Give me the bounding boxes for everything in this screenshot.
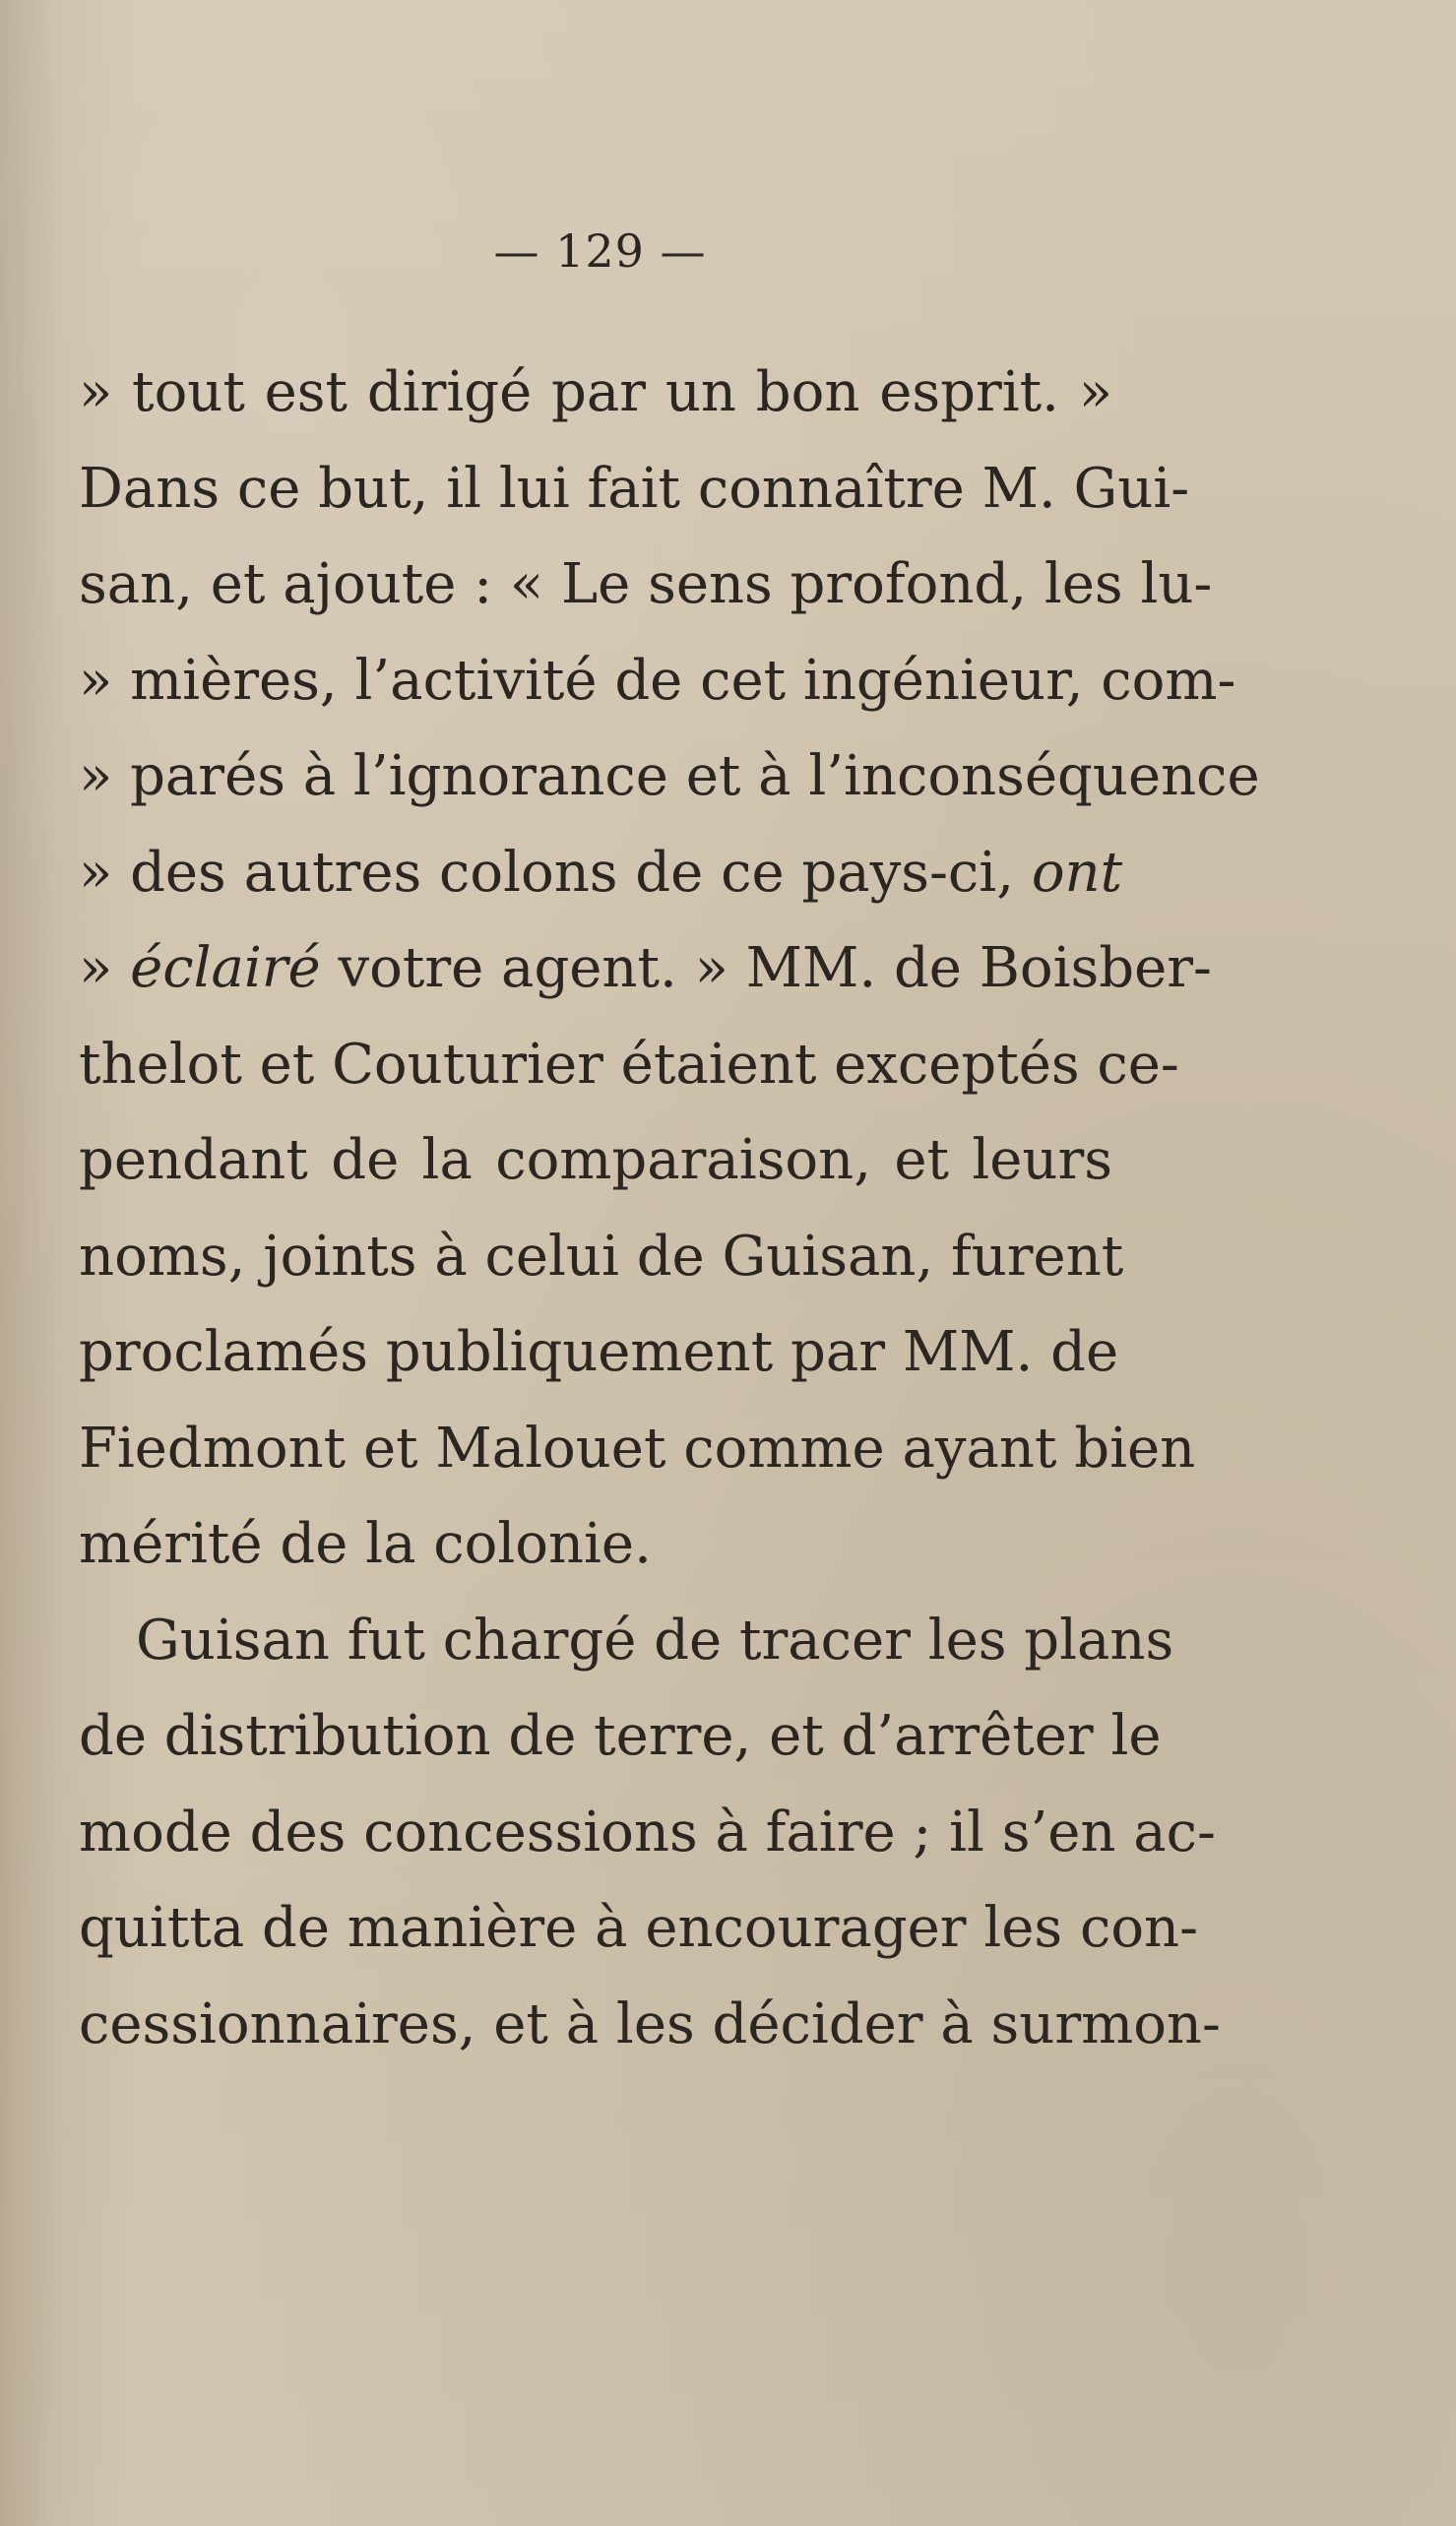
- text-segment: votre agent. » MM. de Boisber-: [320, 936, 1212, 1000]
- text-line: » tout est dirigé par un bon esprit. »: [79, 360, 1112, 424]
- text-line: thelot et Couturier étaient exceptés ce-: [79, 1032, 1179, 1097]
- text-line: [79, 920, 1212, 1017]
- text-line: Guisan fut chargé de tracer les plans: [136, 1608, 1174, 1673]
- italic-text: ont: [1031, 840, 1123, 905]
- text-line: » mières, l’activité de cet ingénieur, com-: [79, 648, 1236, 713]
- text-line: san, et ajoute : « Le sens profond, les lu-: [79, 552, 1213, 616]
- text-line: de distribution de terre, et d’arrêter le: [79, 1704, 1162, 1768]
- text-line: [79, 825, 1123, 921]
- text-line: Fiedmont et Malouet comme ayant bien: [79, 1416, 1196, 1481]
- text-segment: »: [79, 936, 131, 1000]
- text-line: quitta de manière à encourager les con-: [79, 1896, 1199, 1960]
- text-line: pendant de la comparaison, et leurs: [79, 1128, 1112, 1192]
- text-line: cessionnaires, et à les décider à surmon-: [79, 1991, 1221, 2056]
- text-segment: » des autres colons de ce pays-ci,: [79, 840, 1032, 905]
- text-line: noms, joints à celui de Guisan, furent: [79, 1224, 1124, 1289]
- body-text: [79, 345, 1260, 2072]
- text-line: mérité de la colonie.: [79, 1512, 652, 1576]
- text-line: mode des concessions à faire ; il s’en ac-: [79, 1800, 1216, 1864]
- text-line: proclamés publiquement par MM. de: [79, 1320, 1119, 1384]
- text-line: Dans ce but, il lui fait connaître M. Gui-: [79, 456, 1190, 521]
- page-number: — 129 —: [493, 224, 707, 278]
- italic-text: éclairé: [130, 936, 321, 1000]
- text-line: » parés à l’ignorance et à l’inconséquence: [79, 744, 1260, 808]
